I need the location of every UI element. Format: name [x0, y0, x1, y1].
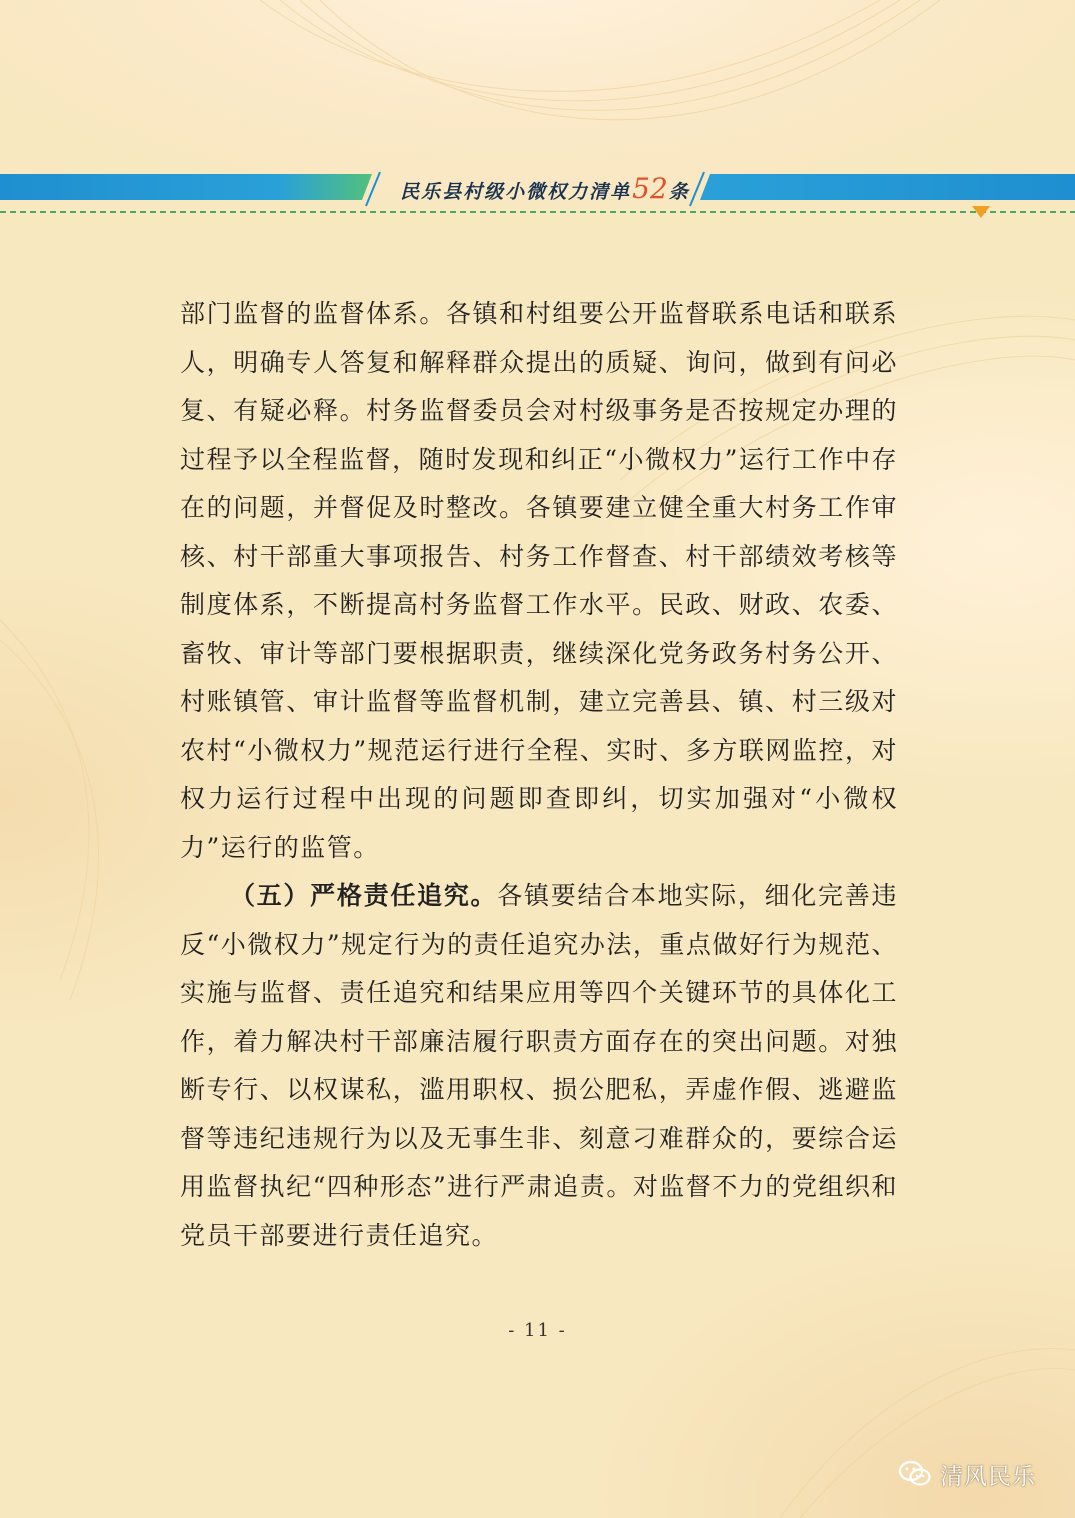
header-title-number: 52: [632, 172, 668, 205]
header-title-suffix: 条: [668, 181, 690, 203]
paragraph-2-text: 各镇要结合本地实际，细化完善违反“小微权力”规定行为的责任追究办法，重点做好行为规范、实施与监督、责任追究和结果应用等四个关键环节的具体化工作，着力解决村干部廉洁履行职责方面存在的突出问题。对独断专行、以权谋私，滥用职权、损公肥私，弄虚作假、逃避监督等违纪违规行为以及无事生非、刻意刁难群众的，要综合运用监督执纪“四种形态”进行严肃追责。对监督不力的党组织和党员干部要进行责任追究。: [180, 881, 898, 1250]
paragraph-2: [180, 872, 898, 1260]
paragraph-1: 部门监督的监督体系。各镇和村组要公开监督联系电话和联系人，明确专人答复和解释群众提出的质疑、询问，做到有问必复、有疑必释。村务监督委员会对村级事务是否按规定办理的过程予以全程监督，随时发现和纠正“小微权力”运行工作中存在的问题，并督促及时整改。各镇要建立健全重大村务工作审核、村干部重大事项报告、村务工作督查、村干部绩效考核等制度体系，不断提高村务监督工作水平。民政、财政、农委、畜牧、审计等部门要根据职责，继续深化党务政务村务公开、村账镇管、审计监督等监督机制，建立完善县、镇、村三级对农村“小微权力”规范运行进行全程、实时、多方联网监控，对权力运行过程中出现的问题即查即纠，切实加强对“小微权力”运行的监管。: [180, 299, 898, 862]
watermark: [898, 1454, 1036, 1494]
watermark-text: 清风民乐: [940, 1463, 1036, 1490]
header-title-prefix: 民乐县村级小微权力清单: [400, 181, 632, 203]
section-heading-5: （五）严格责任追究。: [230, 881, 498, 910]
wechat-icon: [898, 1459, 932, 1489]
header-title: [395, 172, 695, 212]
page-number: - 11 -: [508, 1320, 567, 1341]
document-body: [180, 290, 898, 1260]
